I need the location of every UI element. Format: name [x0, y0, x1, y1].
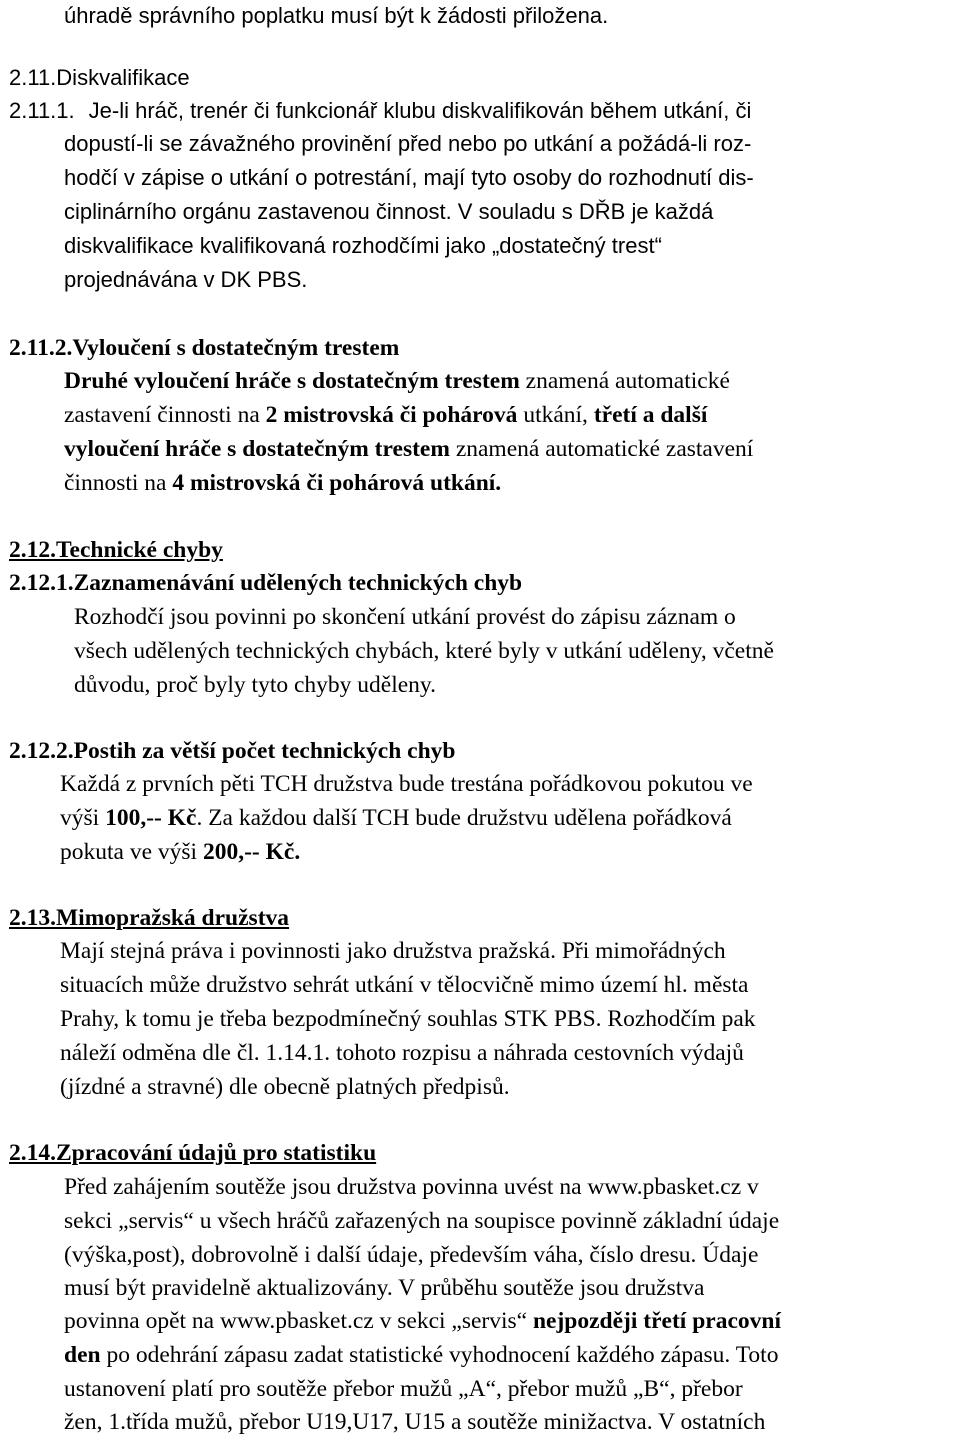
paragraph-line — [60, 803, 732, 833]
paragraph-line — [64, 468, 501, 498]
bold-text: třetí a další — [593, 402, 708, 428]
paragraph-line: Prahy, k tomu je třeba bezpodmínečný souhlas STK PBS. Rozhodčím pak — [60, 1006, 756, 1032]
section-heading-2-12: 2.12.Technické chyby — [9, 537, 223, 563]
paragraph-line — [64, 400, 707, 430]
section-heading-2-14: 2.14.Zpracování údajů pro statistiku — [9, 1140, 377, 1166]
paragraph-line: ustanovení platí pro soutěže přebor mužů „A“, přebor mužů „B“, přebor — [64, 1376, 743, 1402]
paragraph-line: důvodu, proč byly tyto chyby uděleny. — [74, 672, 437, 698]
paragraph-line — [64, 366, 730, 396]
subsection-number: 2.11.1. — [9, 98, 75, 123]
subsection-heading-2-11-2: 2.11.2.Vyloučení s dostatečným trestem — [9, 335, 400, 361]
paragraph-line: žen, 1.třída mužů, přebor U19,U17, U15 a soutěže minižactva. V ostatních — [64, 1409, 766, 1435]
paragraph-line: musí být pravidelně aktualizovány. V průběhu soutěže jsou družstva — [64, 1275, 705, 1301]
text: znamená automatické zastavení — [449, 436, 754, 462]
text: znamená automatické — [519, 368, 730, 394]
paragraph-line: náleží odměna dle čl. 1.14.1. tohoto rozpisu a náhrada cestovních výdajů — [60, 1040, 744, 1066]
bold-text: 4 mistrovská či pohárová utkání. — [172, 470, 502, 496]
paragraph-line: Mají stejná práva i povinnosti jako družstva pražská. Při mimořádných — [60, 938, 726, 964]
paragraph-line: situacích může družstvo sehrát utkání v tělocvičně mimo území hl. města — [60, 972, 749, 998]
paragraph-line: (výška,post), dobrovolně i další údaje, především váha, číslo dresu. Údaje — [64, 1242, 759, 1268]
bold-text: vyloučení hráče s dostatečným trestem — [64, 436, 450, 462]
paragraph-line: projednávána v DK PBS. — [64, 267, 308, 292]
section-heading-2-11: 2.11.Diskvalifikace — [9, 65, 190, 90]
paragraph-line — [64, 434, 753, 464]
text: pokuta ve výši — [60, 839, 203, 865]
paragraph-line: ciplinárního orgánu zastavenou činnost. V souladu s DŘB je každá — [64, 199, 714, 224]
paragraph-line: sekci „servis“ u všech hráčů zařazených na soupisce povinně základní údaje — [64, 1208, 780, 1234]
bold-text: nejpozději třetí pracovní — [532, 1308, 781, 1334]
text: . Za každou další TCH bude družstvu udělena pořádková — [196, 805, 732, 831]
text: zastavení činnosti na — [64, 402, 266, 428]
paragraph-line — [64, 1340, 778, 1370]
paragraph-line: (jízdné a stravné) dle obecně platných předpisů. — [60, 1074, 510, 1100]
text: utkání, — [517, 402, 594, 428]
bold-text: 200,-- Kč. — [202, 839, 301, 865]
paragraph-line: Rozhodčí jsou povinni po skončení utkání provést do zápisu záznam o — [74, 604, 736, 630]
paragraph-line: dopustí-li se závažného provinění před nebo po utkání a požádá-li roz- — [64, 131, 752, 156]
subsection-heading-2-12-2: 2.12.2.Postih za větší počet technických chyb — [9, 738, 456, 764]
text: povinna opět na www.pbasket.cz v sekci „servis“ — [64, 1308, 533, 1334]
continuation-text: úhradě správního poplatku musí být k žádosti přiložena. — [64, 3, 609, 28]
bold-text: den — [64, 1342, 101, 1368]
paragraph-line: hodčí v zápise o utkání o potrestání, mají tyto osoby do rozhodnutí dis- — [64, 165, 754, 190]
paragraph-line: Před zahájením soutěže jsou družstva povinna uvést na www.pbasket.cz v — [64, 1174, 759, 1200]
paragraph-line: všech udělených technických chybách, které byly v utkání uděleny, včetně — [74, 638, 774, 664]
text: výši — [60, 805, 106, 831]
paragraph-text: Je-li hráč, trenér či funkcionář klubu diskvalifikován během utkání, či — [88, 98, 752, 123]
paragraph-line — [60, 837, 300, 867]
text: po odehrání zápasu zadat statistické vyhodnocení každého zápasu. Toto — [100, 1342, 779, 1368]
subsection-heading-2-12-1: 2.12.1.Zaznamenávání udělených technických chyb — [9, 570, 523, 596]
paragraph-line: diskvalifikace kvalifikovaná rozhodčími jako „dostatečný trest“ — [64, 233, 662, 258]
text: činnosti na — [64, 470, 173, 496]
bold-text: 100,-- Kč — [105, 805, 197, 831]
bold-text: 2 mistrovská či pohárová — [265, 402, 518, 428]
paragraph-line — [9, 96, 751, 126]
section-heading-2-13: 2.13.Mimopražská družstva — [9, 905, 290, 931]
paragraph-line — [64, 1306, 781, 1336]
paragraph-line: Každá z prvních pěti TCH družstva bude trestána pořádkovou pokutou ve — [60, 771, 753, 797]
bold-text: Druhé vyloučení hráče s dostatečným trestem — [64, 368, 520, 394]
